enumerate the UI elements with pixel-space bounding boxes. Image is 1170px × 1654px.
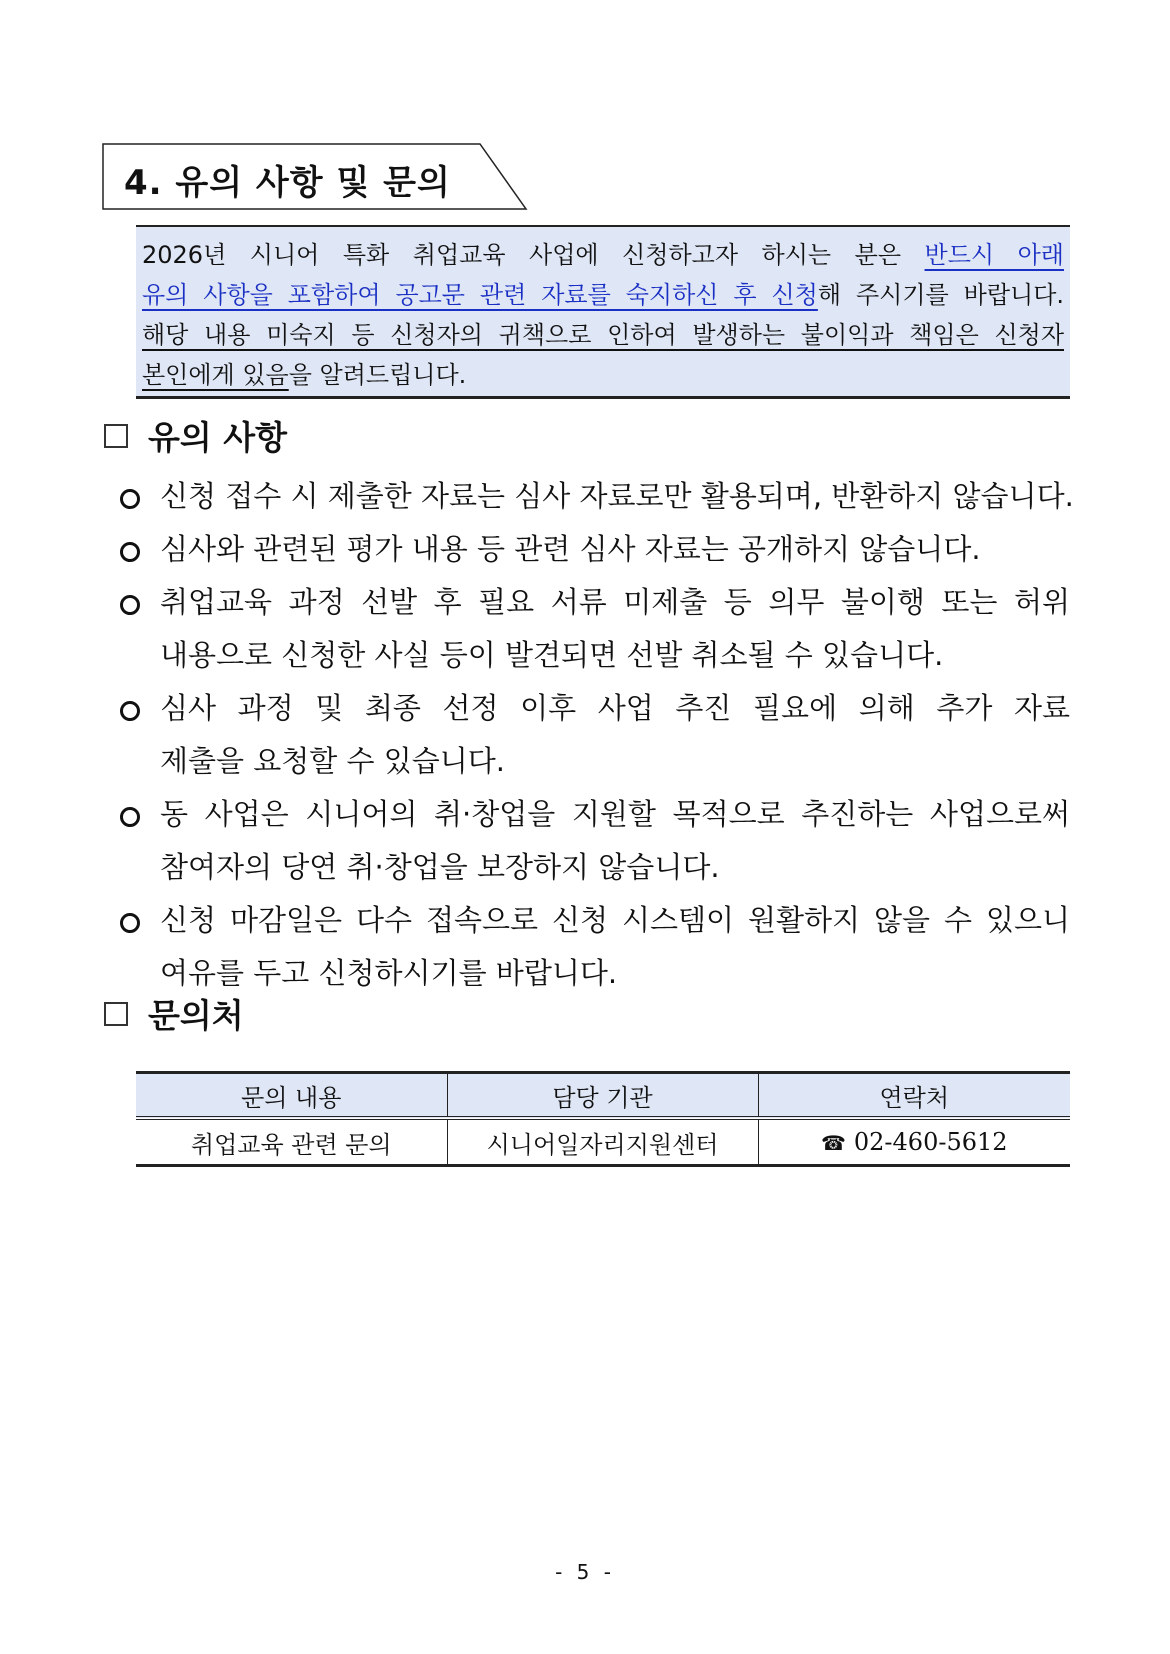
table-header-row — [136, 1073, 1070, 1119]
list-item-text: 내용으로 신청한 사실 등이 발견되면 선발 취소될 수 있습니다. — [160, 638, 944, 672]
list-item — [118, 576, 1070, 682]
section-title-tab — [102, 143, 528, 211]
list-item-text: 취업교육 과정 선발 후 필요 서류 미제출 등 의무 불이행 또는 허위 — [160, 585, 1070, 619]
phone-number: 02-460-5612 — [853, 1128, 1008, 1156]
list-item-text: 여유를 두고 신청하시기를 바랍니다. — [160, 956, 618, 990]
list-item — [118, 788, 1070, 894]
list-item-text: 참여자의 당연 취·창업을 보장하지 않습니다. — [160, 850, 720, 884]
table-cell: 시니어일자리지원센터 — [447, 1118, 758, 1166]
page-number: - 5 - — [555, 1560, 615, 1584]
notice-box — [136, 225, 1070, 399]
circle-bullet-icon — [120, 807, 140, 827]
checkbox-icon — [104, 1002, 128, 1026]
circle-bullet-icon — [120, 489, 140, 509]
circle-bullet-icon — [120, 913, 140, 933]
table-row — [136, 1118, 1070, 1166]
list-item — [118, 470, 1074, 523]
checkbox-icon — [104, 424, 128, 448]
list-item-text: 제출을 요청할 수 있습니다. — [160, 744, 506, 778]
circle-bullet-icon — [120, 701, 140, 721]
circle-bullet-icon — [120, 542, 140, 562]
column-header: 연락처 — [758, 1073, 1070, 1119]
telephone-icon: ☎ — [820, 1131, 846, 1155]
notice-line-3: 해당 내용 미숙지 등 신청자의 귀책으로 인하여 발생하는 불이익과 책임은 신청자 — [142, 321, 1064, 349]
circle-bullet-icon — [120, 595, 140, 615]
notice-text: 을 알려드립니다. — [288, 361, 467, 389]
list-item-text: 심사와 관련된 평가 내용 등 관련 심사 자료는 공개하지 않습니다. — [160, 532, 981, 566]
notice-highlight: 유의 사항을 포함하여 공고문 관련 자료를 숙지하신 후 신청 — [142, 281, 818, 309]
notice-underline: 본인에게 있음 — [142, 361, 289, 389]
notice-line-4 — [142, 355, 1064, 395]
contact-table — [136, 1071, 1070, 1167]
cautions-heading — [104, 412, 287, 459]
notice-text: 해 주시기를 바랍니다. — [817, 281, 1065, 309]
contact-heading — [104, 990, 244, 1037]
list-item-text: 신청 접수 시 제출한 자료는 심사 자료로만 활용되며, 반환하지 않습니다. — [160, 479, 1074, 513]
contact-heading-text: 문의처 — [148, 996, 244, 1035]
list-item-text: 신청 마감일은 다수 접속으로 신청 시스템이 원활하지 않을 수 있으니 — [160, 903, 1070, 937]
notice-highlight: 반드시 아래 — [924, 241, 1064, 269]
notice-line-2 — [142, 275, 1064, 315]
cautions-list — [118, 470, 1074, 1000]
list-item-text: 심사 과정 및 최종 선정 이후 사업 추진 필요에 의해 추가 자료 — [160, 691, 1070, 725]
notice-line-1 — [142, 235, 1064, 275]
notice-text: 2026년 시니어 특화 취업교육 사업에 신청하고자 하시는 분은 — [142, 241, 925, 269]
cautions-heading-text: 유의 사항 — [148, 418, 288, 457]
list-item — [118, 682, 1070, 788]
section-title: 4. 유의 사항 및 문의 — [124, 163, 451, 203]
phone-cell — [758, 1118, 1070, 1166]
list-item — [118, 523, 1070, 576]
list-item — [118, 894, 1070, 1000]
table-cell: 취업교육 관련 문의 — [136, 1118, 447, 1166]
column-header: 담당 기관 — [447, 1073, 758, 1119]
column-header: 문의 내용 — [136, 1073, 447, 1119]
list-item-text: 동 사업은 시니어의 취·창업을 지원할 목적으로 추진하는 사업으로써 — [160, 797, 1070, 831]
